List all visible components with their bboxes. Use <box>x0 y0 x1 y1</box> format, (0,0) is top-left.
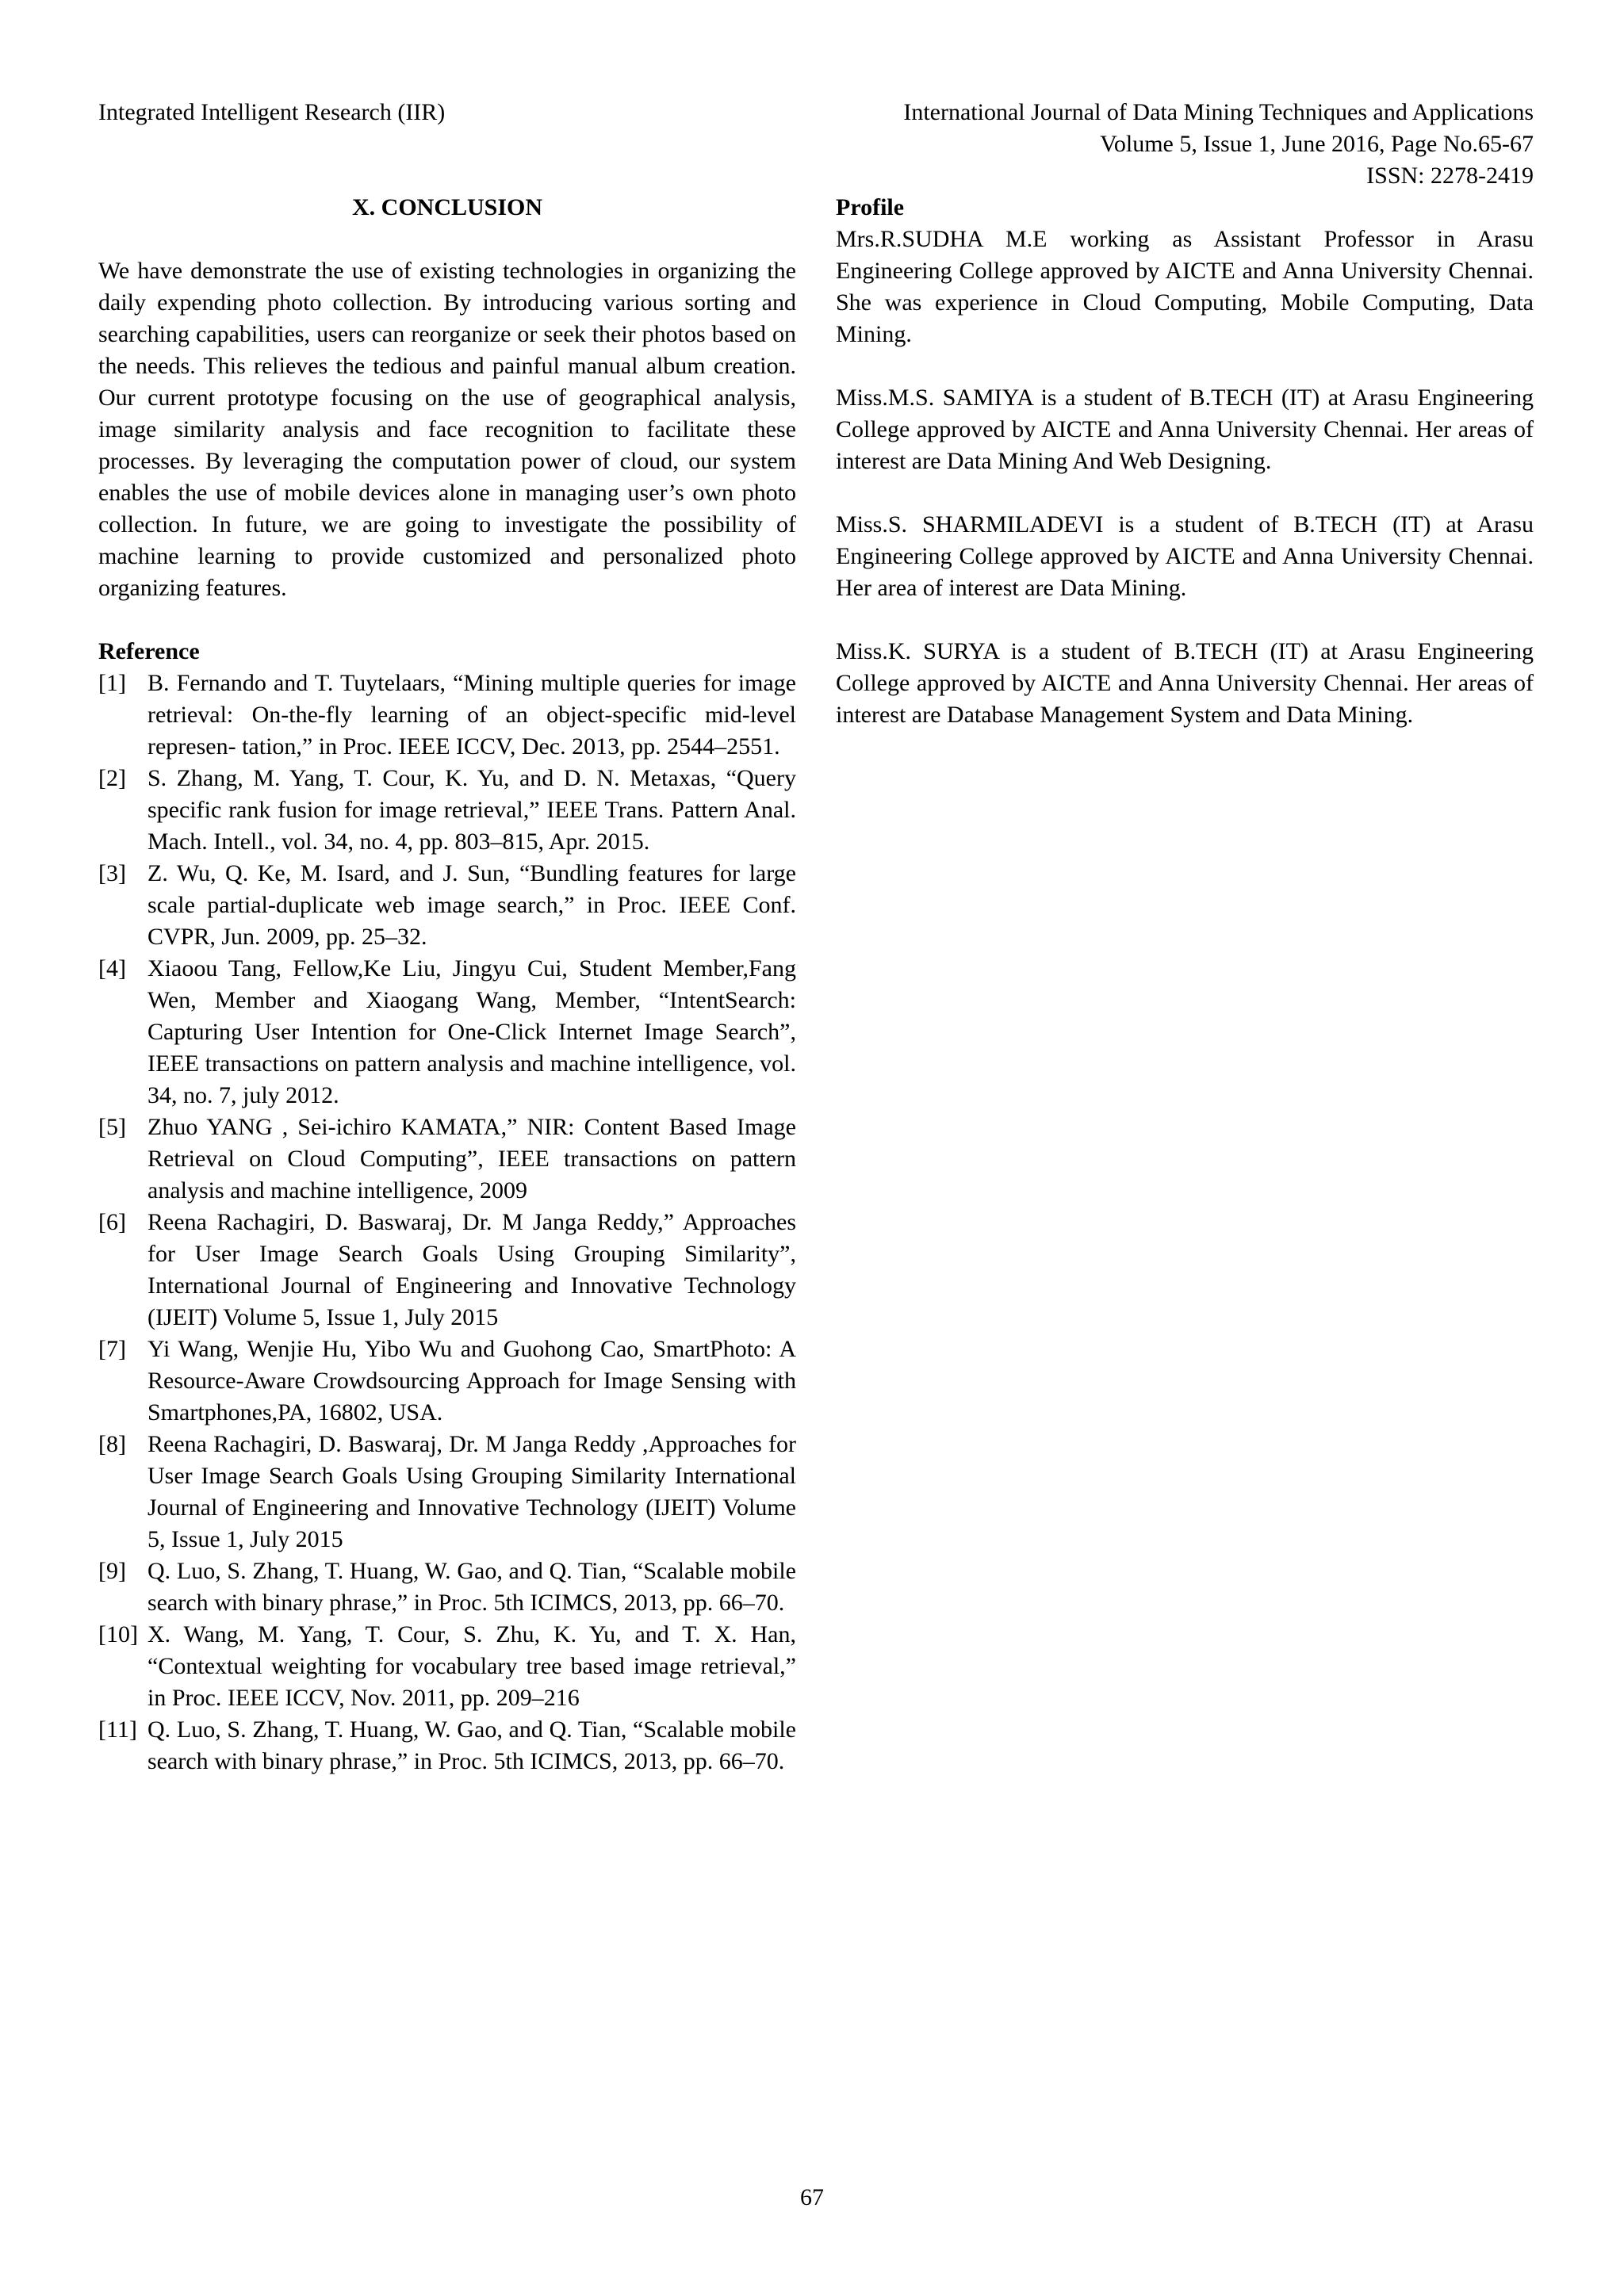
reference-number: [2] <box>98 765 126 791</box>
journal-volume-info: Volume 5, Issue 1, June 2016, Page No.65-67 <box>1100 131 1534 157</box>
reference-item <box>98 763 796 858</box>
reference-text: Reena Rachagiri, D. Baswaraj, Dr. M Janga Reddy,” Approaches for User Image Search Goals Using Grouping Similarity”, International Journal of Engineering and Innovative Technology (IJEIT) Volume 5, Issue 1, July 2015 <box>147 1209 796 1330</box>
reference-text: Q. Luo, S. Zhang, T. Huang, W. Gao, and Q. Tian, “Scalable mobile search with binary phrase,” in Proc. 5th ICIMCS, 2013, pp. 66–70. <box>147 1716 796 1774</box>
journal-issn: ISSN: 2278-2419 <box>1366 163 1534 189</box>
reference-text: Q. Luo, S. Zhang, T. Huang, W. Gao, and Q. Tian, “Scalable mobile search with binary phrase,” in Proc. 5th ICIMCS, 2013, pp. 66–70. <box>147 1558 796 1616</box>
reference-item <box>98 1429 796 1556</box>
reference-number: [9] <box>98 1558 126 1584</box>
reference-number: [5] <box>98 1114 126 1140</box>
reference-text: S. Zhang, M. Yang, T. Cour, K. Yu, and D. N. Metaxas, “Query specific rank fusion for image retrieval,” IEEE Trans. Pattern Anal. Mach. Intell., vol. 34, no. 4, pp. 803–815, Apr. 2015. <box>147 765 796 855</box>
profile-entry: Mrs.R.SUDHA M.E working as Assistant Professor in Arasu Engineering College approved by AICTE and Anna University Chennai. She was experience in Cloud Computing, Mobile Computing, Data Mining. <box>836 226 1534 347</box>
reference-number: [8] <box>98 1431 126 1457</box>
reference-number: [6] <box>98 1209 126 1235</box>
reference-text: Reena Rachagiri, D. Baswaraj, Dr. M Janga Reddy ,Approaches for User Image Search Goals Using Grouping Similarity International Journal of Engineering and Innovative Technology (IJEIT) Volume 5, Issue 1, July 2015 <box>147 1431 796 1552</box>
journal-title: International Journal of Data Mining Techniques and Applications <box>903 99 1534 125</box>
profile-entry: Miss.K. SURYA is a student of B.TECH (IT) at Arasu Engineering College approved by AICTE and Anna University Chennai. Her areas of interest are Database Management System and Data Mining. <box>836 638 1534 728</box>
reference-text: Yi Wang, Wenjie Hu, Yibo Wu and Guohong Cao, SmartPhoto: A Resource-Aware Crowdsourcing Approach for Image Sensing with Smartphones,PA, 16802, USA. <box>147 1336 796 1425</box>
profile-heading: Profile <box>836 194 905 220</box>
left-column <box>98 192 796 1777</box>
reference-item <box>98 953 796 1112</box>
reference-text: Zhuo YANG , Sei-ichiro KAMATA,” NIR: Content Based Image Retrieval on Cloud Computing”, IEEE transactions on pattern analysis and machine intelligence, 2009 <box>147 1114 796 1203</box>
reference-number: [10] <box>98 1621 138 1647</box>
reference-item <box>98 1619 796 1714</box>
reference-item <box>98 1556 796 1619</box>
reference-text: Xiaoou Tang, Fellow,Ke Liu, Jingyu Cui, Student Member,Fang Wen, Member and Xiaogang Wang, Member, “IntentSearch: Capturing User Intention for One-Click Internet Image Search”, IEEE transactions on pattern analysis and machine intelligence, vol. 34, no. 7, july 2012. <box>147 955 796 1108</box>
reference-number: [4] <box>98 955 126 982</box>
reference-number: [7] <box>98 1336 126 1362</box>
conclusion-paragraph: We have demonstrate the use of existing technologies in organizing the daily expending photo collection. By introducing various sorting and searching capabilities, users can reorganize or seek their photos based on the needs. This relieves the tedious and painful manual album creation. Our current prototype focusing on the use of geographical analysis, image similarity analysis and face recognition to facilitate these processes. By leveraging the computation power of cloud, our system enables the use of mobile devices alone in managing user’s own photo collection. In future, we are going to investigate the possibility of machine learning to provide customized and personalized photo organizing features. <box>98 258 796 601</box>
page-number: 67 <box>800 2184 824 2210</box>
reference-number: [1] <box>98 670 126 696</box>
reference-item <box>98 1714 796 1777</box>
reference-item <box>98 1334 796 1429</box>
reference-item <box>98 1207 796 1334</box>
reference-text: X. Wang, M. Yang, T. Cour, S. Zhu, K. Yu, and T. X. Han, “Contextual weighting for vocabulary tree based image retrieval,” in Proc. IEEE ICCV, Nov. 2011, pp. 209–216 <box>147 1621 796 1711</box>
reference-text: B. Fernando and T. Tuytelaars, “Mining multiple queries for image retrieval: On-the-fly learning of an object-specific mid-level represen- tation,” in Proc. IEEE ICCV, Dec. 2013, pp. 2544–2551. <box>147 670 796 760</box>
running-header-right <box>661 97 1534 192</box>
reference-list <box>98 668 796 1777</box>
running-header-left: Integrated Intelligent Research (IIR) <box>98 99 446 125</box>
conclusion-heading: X. CONCLUSION <box>351 194 543 220</box>
profile-entry: Miss.M.S. SAMIYA is a student of B.TECH (IT) at Arasu Engineering College approved by AICTE and Anna University Chennai. Her areas of interest are Data Mining And Web Designing. <box>836 385 1534 474</box>
reference-text: Z. Wu, Q. Ke, M. Isard, and J. Sun, “Bundling features for large scale partial-duplicate web image search,” in Proc. IEEE Conf. CVPR, Jun. 2009, pp. 25–32. <box>147 860 796 950</box>
reference-number: [11] <box>98 1716 137 1743</box>
reference-item <box>98 1112 796 1207</box>
right-column <box>836 192 1534 731</box>
reference-item <box>98 668 796 763</box>
profile-entry: Miss.S. SHARMILADEVI is a student of B.TECH (IT) at Arasu Engineering College approved by AICTE and Anna University Chennai. Her area of interest are Data Mining. <box>836 511 1534 601</box>
reference-item <box>98 858 796 953</box>
reference-heading: Reference <box>98 638 200 664</box>
reference-number: [3] <box>98 860 126 886</box>
